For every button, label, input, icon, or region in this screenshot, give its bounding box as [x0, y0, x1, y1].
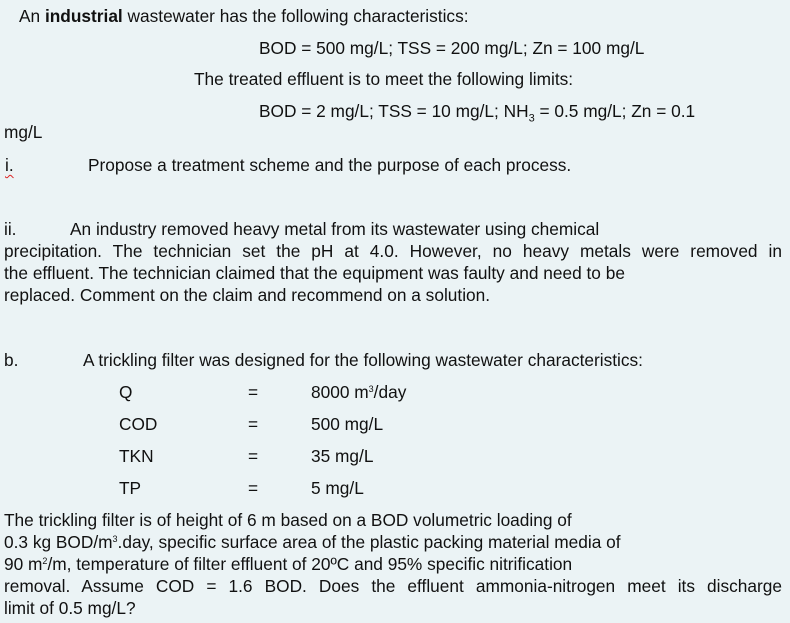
param-value: 5 mg/L	[311, 478, 364, 498]
question-ii-line2: precipitation. The technician set the pH at 4.0. However, no heavy metals were removed in	[4, 241, 782, 261]
intro-line: An industrial wastewater has the following characteristics:	[19, 6, 469, 26]
question-b-label: b.	[4, 350, 19, 370]
question-i-label: i.	[5, 155, 14, 175]
question-b-heading: A trickling filter was designed for the following wastewater characteristics:	[83, 350, 643, 370]
effluent-limits-line2: mg/L	[4, 122, 43, 142]
param-name: TP	[119, 478, 142, 498]
question-ii-label: ii.	[4, 219, 17, 239]
effluent-limits-line1: BOD = 2 mg/L; TSS = 10 mg/L; $NH_3 = 0.5$ mg/L; Zn = 0.1	[259, 101, 696, 125]
param-value: 500 mg/L	[311, 414, 384, 434]
effluent-limits-heading: The treated effluent is to meet the following limits:	[194, 69, 574, 89]
param-equals: =	[248, 382, 259, 402]
param-value: 8000 $m^3$/day	[311, 382, 407, 402]
question-b-line3: 90 $m^2/m$, temperature of filter effluent of 20ºC and 95% specific nitrification	[4, 554, 573, 574]
question-ii-line4: replaced. Comment on the claim and recommend on a solution.	[4, 285, 491, 305]
param-equals: =	[248, 478, 259, 498]
param-equals: =	[248, 414, 259, 434]
param-name: Q	[119, 382, 133, 402]
question-ii-line3: the effluent. The technician claimed that the equipment was faulty and need to be	[4, 263, 625, 283]
question-b-line1: The trickling filter is of height of 6 m based on a BOD volumetric loading of	[4, 510, 572, 530]
param-name: TKN	[119, 446, 154, 466]
param-equals: =	[248, 446, 259, 466]
question-i-text: Propose a treatment scheme and the purpose of each process.	[88, 155, 572, 175]
question-b-line5: limit of 0.5 mg/L?	[4, 598, 136, 618]
param-name: COD	[119, 414, 158, 434]
intro-emphasis: industrial	[44, 6, 123, 26]
param-value: 35 mg/L	[311, 446, 374, 466]
question-ii-line1: An industry removed heavy metal from its wastewater using chemical	[70, 219, 600, 239]
question-b-line4: removal. Assume COD = 1.6 BOD. Does the effluent ammonia-nitrogen meet its discharge	[4, 576, 782, 596]
influent-characteristics: BOD = 500 mg/L; TSS = 200 mg/L; Zn = 100 mg/L	[259, 38, 645, 58]
question-b-line2: 0.3 kg BOD/$m^3.day$, specific surface area of the plastic packing material media of	[4, 532, 621, 552]
